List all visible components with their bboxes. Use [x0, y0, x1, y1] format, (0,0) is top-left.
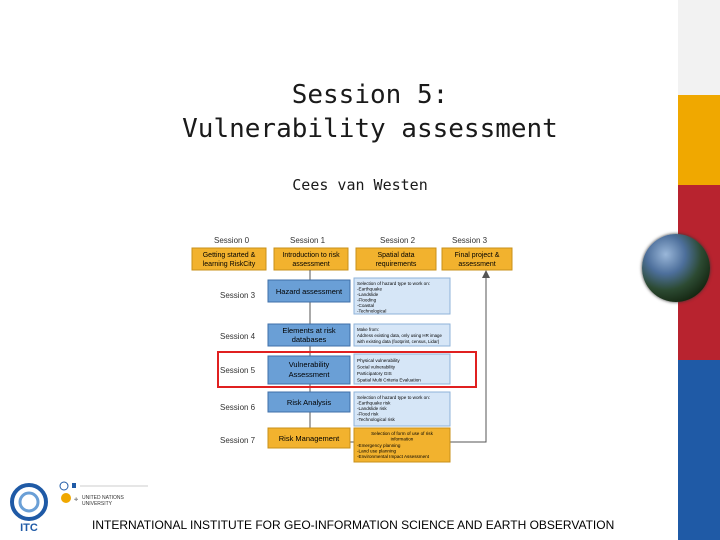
slide-author: Cees van Westen: [292, 176, 428, 194]
note-vulnerability-l3: Participatory GIS: [357, 371, 392, 376]
un-name-line1: UNITED NATIONS: [82, 495, 124, 501]
note-management-l1: Selection of form of use of risk: [371, 431, 433, 436]
header-session-0: Session 0: [214, 236, 250, 245]
note-vulnerability-l2: Social vulnerability: [357, 364, 396, 370]
note-hazard-l1: Selection of hazard type to work on:: [357, 281, 431, 286]
itc-logo: [6, 482, 52, 534]
box-intro-risk-l1: Introduction to risk: [282, 252, 340, 259]
step-elements-label-l1: Elements at risk: [282, 326, 336, 335]
box-spatial-data-l1: Spatial data: [377, 252, 415, 259]
session-diagram: [190, 232, 516, 472]
partner-logos: [58, 480, 150, 520]
un-emblem-icon: [60, 482, 68, 490]
step-vulnerability-l2: Assessment: [288, 370, 330, 379]
row-label-session-7: Session 7: [220, 436, 256, 445]
itc-small-icon: [72, 483, 76, 488]
note-risk-l2: -Earthquake risk: [357, 400, 391, 406]
note-hazard-l4: -Flooding: [357, 297, 377, 303]
note-risk-l3: -Landslide risk: [357, 406, 387, 411]
step-vulnerability-l1: Vulnerability: [288, 360, 330, 369]
note-elements-l3: with existing data (footprint, census, Lidar): [357, 339, 440, 344]
note-management-l4: -Land use planning: [357, 448, 397, 454]
note-management-l3: -Emergency planning: [357, 443, 401, 448]
box-getting-started-l2: learning RiskCity: [202, 261, 256, 268]
note-vulnerability-l4: Spatial Multi Criteria Evaluation: [357, 377, 421, 383]
side-bar-blue: [678, 360, 720, 540]
box-intro-risk-l2: assessment: [292, 261, 330, 268]
box-final-project-l1: Final project &: [454, 252, 500, 259]
slide-title-line1: Session 5:: [291, 80, 449, 110]
un-name-line2: UNIVERSITY: [82, 501, 113, 507]
side-bar-orange: [678, 95, 720, 185]
footer-institute: INTERNATIONAL INSTITUTE FOR GEO-INFORMATION SCIENCE AND EARTH OBSERVATION: [92, 518, 615, 532]
note-vulnerability-l1: Physical vulnerability: [357, 358, 400, 363]
globe-icon: [642, 234, 710, 302]
row-label-session-3: Session 3: [220, 291, 256, 300]
side-bar-grey: [678, 0, 720, 95]
note-hazard-l3: -Landslide: [357, 292, 379, 297]
step-risk-analysis-label: Risk Analysis: [286, 398, 332, 407]
note-hazard-l6: -Technological: [357, 308, 387, 314]
dutch-emblem-icon: [61, 493, 71, 503]
note-elements-l1: Make from:: [357, 327, 379, 332]
box-getting-started-l1: Getting started &: [202, 252, 256, 259]
note-management-l5: -Environmental Impact Assessment: [357, 454, 429, 459]
note-risk-l1: Selection of hazard type to work on:: [357, 395, 431, 400]
box-final-project-l2: assessment: [458, 261, 496, 268]
note-hazard-l5: -Coastal: [357, 303, 375, 308]
row-label-session-4: Session 4: [220, 332, 256, 341]
row-label-session-5: Session 5: [220, 366, 256, 375]
note-risk-l4: -Flood risk: [357, 411, 379, 417]
header-session-3: Session 3: [452, 236, 488, 245]
itc-logo-text: ITC: [20, 522, 38, 534]
note-elements-l2: Address existing data, only using HR image: [357, 333, 442, 338]
box-spatial-data-l2: requirements: [375, 261, 417, 268]
step-hazard-label: Hazard assessment: [275, 287, 343, 296]
step-risk-management-label: Risk Management: [278, 434, 340, 443]
header-session-2: Session 2: [380, 236, 416, 245]
row-label-session-6: Session 6: [220, 403, 256, 412]
un-symbol-icon: ✛: [74, 497, 79, 503]
note-management-l2: information: [390, 436, 414, 442]
note-risk-l5: -Technological risk: [357, 417, 395, 422]
note-hazard-l2: -Earthquake: [357, 286, 383, 292]
header-session-1: Session 1: [290, 236, 326, 245]
step-elements-label-l2: databases: [291, 335, 327, 344]
slide-title: [130, 78, 610, 146]
slide-title-line2: Vulnerability assessment: [182, 114, 558, 144]
